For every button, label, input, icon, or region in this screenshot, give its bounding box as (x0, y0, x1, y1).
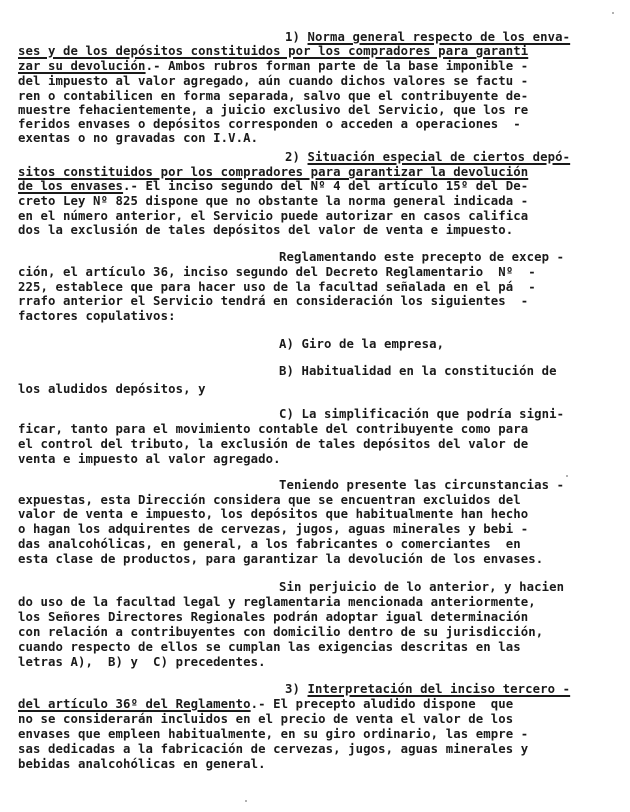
scan-speck (245, 800, 247, 802)
section2-line5: en el número anterior, el Servicio puede autorizar en casos califica (18, 209, 529, 223)
sin-perjuicio-line5: cuando respecto de ellos se cumplan las exigencias descritas en las (18, 640, 521, 654)
factor-a: A) Giro de la empresa, (279, 337, 445, 351)
section1-line6: muestre fehacientemente, a juicio exclusivo del Servicio, que los re (18, 103, 529, 117)
section3-line2 (18, 697, 513, 712)
section2-line3 (18, 179, 528, 194)
factor-c-line2: ficar, tanto para el movimiento contable del contribuyente como para (18, 422, 529, 436)
section1-heading-text: Norma general respecto de los enva- (307, 30, 571, 44)
scan-speck (612, 12, 614, 14)
teniendo-line2: expuestas, esta Dirección considera que se encuentran excluidos del (18, 493, 521, 507)
sin-perjuicio-line3: los Señores Directores Regionales podrán adoptar igual determinación (18, 610, 529, 624)
section2-heading-line1 (285, 150, 570, 165)
section2-heading-text: Situación especial de ciertos depó- (307, 150, 571, 164)
section1-heading-line2: ses y de los depósitos constituidos por los compradores para garanti (18, 44, 529, 58)
section2-line4: creto Ley Nº 825 dispone que no obstante la norma general indicada - (18, 194, 529, 208)
section1-heading-line1 (285, 30, 570, 45)
teniendo-line3: valor de venta e impuesto, los depósitos que habitualmente han hecho (18, 507, 529, 521)
reglamentando-line2: ción, el artículo 36, inciso segundo del Decreto Reglamentario Nº - (18, 265, 536, 279)
teniendo-line5: das analcohólicas, en general, a los fabricantes o comerciantes en (18, 537, 521, 551)
reglamentando-line1: Reglamentando este precepto de excep - (279, 250, 565, 264)
scan-speck (566, 475, 568, 477)
section3-line6: bebidas analcohólicas en general. (18, 757, 266, 771)
section1-number: 1) (285, 30, 301, 44)
teniendo-line4: o hagan los adquirentes de cervezas, jugos, aguas minerales y bebi - (18, 522, 529, 536)
section3-line5: sas dedicadas a la fabricación de cervezas, jugos, aguas minerales y (18, 742, 529, 756)
sin-perjuicio-line4: con relación a contribuyentes con domicilio dentro de su jurisdicción, (18, 625, 544, 639)
reglamentando-line3: 225, establece que para hacer uso de la facultad señalada en el pá - (18, 280, 536, 294)
section2-body-start: .- El inciso segundo del Nº 4 del artículo 15º del De- (123, 179, 529, 193)
teniendo-line6: esta clase de productos, para garantizar la devolución de los envases. (18, 552, 544, 566)
section1-line8: exentas o no gravadas con I.V.A. (18, 131, 259, 145)
section1-body-start: .- Ambos rubros forman parte de la base imponible - (145, 59, 529, 73)
section3-number: 3) (285, 682, 301, 696)
sin-perjuicio-line1: Sin perjuicio de lo anterior, y hacien (279, 580, 565, 594)
factor-b-line1: B) Habitualidad en la constitución de (279, 364, 557, 378)
reglamentando-line5: factores copulativos: (18, 309, 176, 323)
sin-perjuicio-line6: letras A), B) y C) precedentes. (18, 655, 266, 669)
section3-heading-end: del artículo 36º del Reglamento (18, 697, 251, 711)
factor-c-line4: venta e impuesto al valor agregado. (18, 452, 281, 466)
section3-line4: envases que empleen habitualmente, en su giro ordinario, las empre - (18, 727, 529, 741)
section3-heading-line1 (285, 682, 570, 697)
teniendo-line1: Teniendo presente las circunstancias - (279, 478, 565, 492)
section2-heading-end: de los envases (18, 179, 124, 193)
section3-line3: no se considerarán incluidos en el precio de venta el valor de los (18, 712, 514, 726)
sin-perjuicio-line2: do uso de la facultad legal y reglamentaria mencionada anteriormente, (18, 595, 536, 609)
section2-heading-line2: sitos constituidos por los compradores para garantizar la devolución (18, 165, 529, 179)
reglamentando-line4: rrafo anterior el Servicio tendrá en consideración los siguientes - (18, 294, 529, 308)
section1-line3 (18, 59, 528, 74)
section2-line6: dos la exclusión de tales depósitos del valor de venta e impuesto. (18, 223, 514, 237)
section1-line4: del impuesto al valor agregado, aún cuando dichos valores se factu - (18, 74, 529, 88)
section1-line7: feridos envases o depósitos corresponden o acceden a operaciones - (18, 117, 521, 131)
section3-body-start: .- El precepto aludido dispone que (250, 697, 514, 711)
section3-heading-text: Interpretación del inciso tercero - (307, 682, 571, 696)
section1-line5: ren o contabilicen en forma separada, salvo que el contribuyente de- (18, 89, 529, 103)
factor-c-line1: C) La simplificación que podría signi- (279, 407, 565, 421)
factor-c-line3: el control del tributo, la exclusión de tales depósitos del valor de (18, 437, 529, 451)
section2-number: 2) (285, 150, 301, 164)
factor-b-line2: los aludidos depósitos, y (18, 382, 206, 396)
section1-heading-end: zar su devolución (18, 59, 146, 73)
